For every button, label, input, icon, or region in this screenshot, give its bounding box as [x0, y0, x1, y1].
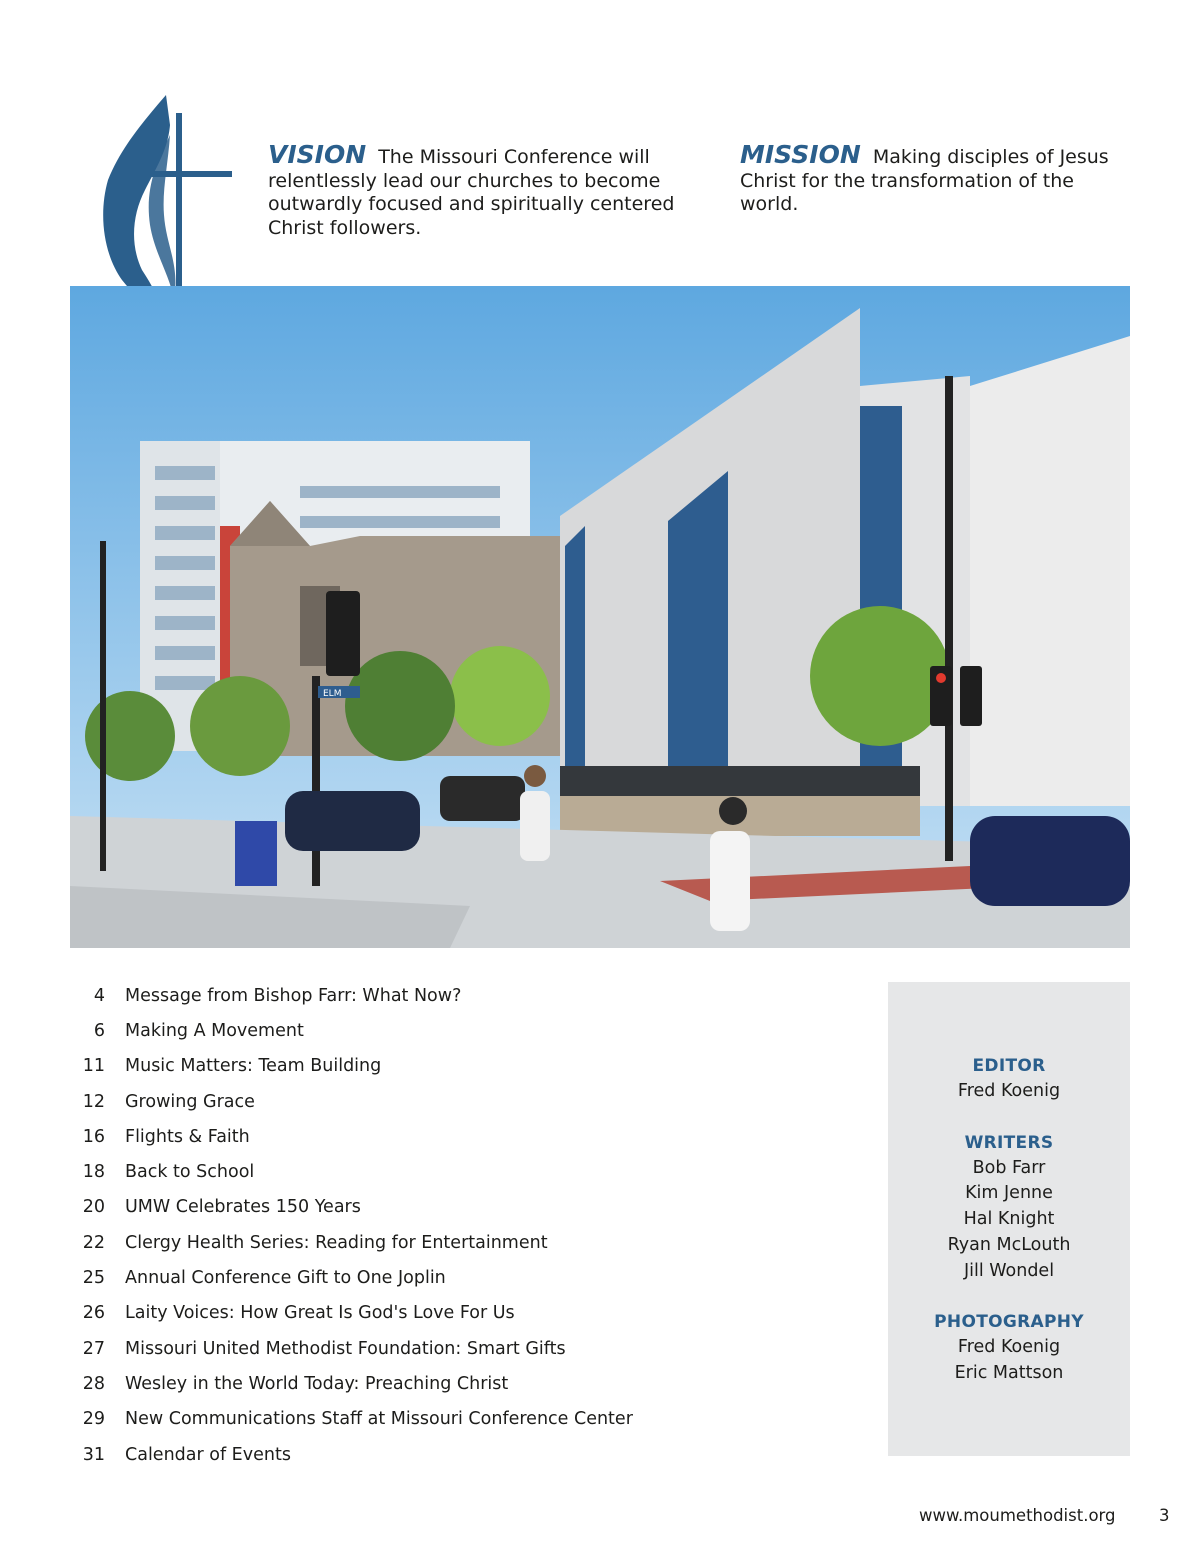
- credit-name: Eric Mattson: [954, 1362, 1064, 1383]
- toc-entry: [70, 1013, 770, 1048]
- toc-entry: [70, 1331, 770, 1366]
- toc-entry: [70, 1437, 770, 1472]
- toc-page-number: 25: [82, 1268, 105, 1289]
- conference-center-photo: [70, 286, 1130, 948]
- toc-entry: [70, 1260, 770, 1295]
- vision-text: The Missouri Conference will relentlessly lead our churches to become outwardly focused and spiritually centered Christ followers.: [268, 146, 675, 239]
- toc-entry: [70, 1154, 770, 1189]
- toc-title: Making A Movement: [125, 1020, 304, 1041]
- toc-page-number: 4: [93, 985, 105, 1006]
- credit-name: Ryan McLouth: [947, 1234, 1071, 1255]
- credit-group: [888, 1310, 1130, 1386]
- staff-credits-panel: [888, 982, 1130, 1456]
- toc-page-number: 29: [82, 1409, 105, 1430]
- toc-entry: [70, 1366, 770, 1401]
- credit-name: Jill Wondel: [963, 1260, 1055, 1281]
- footer-website: www.moumethodist.org: [919, 1506, 1116, 1525]
- toc-page-number: 6: [93, 1020, 105, 1041]
- toc-page-number: 20: [82, 1197, 105, 1218]
- toc-title: Laity Voices: How Great Is God's Love For Us: [125, 1303, 515, 1324]
- toc-title: Calendar of Events: [125, 1444, 291, 1465]
- toc-entry: [70, 1225, 770, 1260]
- toc-page-number: 12: [82, 1091, 105, 1112]
- page-number: 3: [1159, 1506, 1170, 1525]
- credit-name: Kim Jenne: [965, 1183, 1053, 1204]
- credit-group: [888, 1054, 1130, 1105]
- toc-entry: [70, 978, 770, 1013]
- vision-keyword: VISION: [268, 140, 367, 169]
- toc-page-number: 31: [82, 1444, 105, 1465]
- vision-statement: [268, 140, 708, 240]
- credit-name: Bob Farr: [972, 1157, 1046, 1178]
- credit-name: Fred Koenig: [957, 1081, 1061, 1101]
- credit-name: Fred Koenig: [957, 1337, 1061, 1358]
- toc-title: UMW Celebrates 150 Years: [125, 1197, 361, 1218]
- mission-keyword: MISSION: [740, 140, 861, 169]
- credit-role: PHOTOGRAPHY: [934, 1312, 1084, 1333]
- toc-entry: [70, 1402, 770, 1437]
- toc-page-number: 27: [82, 1338, 105, 1359]
- toc-title: Flights & Faith: [125, 1126, 250, 1147]
- toc-title: Back to School: [125, 1162, 255, 1183]
- toc-page-number: 22: [82, 1232, 105, 1253]
- toc-title: Missouri United Methodist Foundation: Smart Gifts: [125, 1338, 566, 1359]
- toc-page-number: 26: [82, 1303, 105, 1324]
- credit-role: EDITOR: [972, 1056, 1046, 1076]
- toc-page-number: 11: [82, 1056, 105, 1077]
- table-of-contents: [70, 978, 770, 1472]
- mission-text: Making disciples of Jesus Christ for the transformation of the world.: [740, 146, 1109, 215]
- toc-page-number: 28: [82, 1373, 105, 1394]
- toc-entry: [70, 1119, 770, 1154]
- mission-statement: [740, 140, 1120, 217]
- toc-title: Annual Conference Gift to One Joplin: [125, 1268, 446, 1289]
- toc-title: Clergy Health Series: Reading for Entertainment: [125, 1232, 548, 1253]
- toc-title: Growing Grace: [125, 1091, 255, 1112]
- toc-page-number: 16: [82, 1126, 105, 1147]
- toc-title: Message from Bishop Farr: What Now?: [125, 985, 462, 1006]
- credit-role: WRITERS: [964, 1132, 1054, 1153]
- toc-title: Music Matters: Team Building: [125, 1056, 382, 1077]
- street-sign-text: ELM: [323, 689, 342, 699]
- credit-name: Hal Knight: [963, 1209, 1055, 1230]
- toc-title: New Communications Staff at Missouri Conference Center: [125, 1409, 633, 1430]
- toc-entry: [70, 1049, 770, 1084]
- toc-title: Wesley in the World Today: Preaching Christ: [125, 1373, 509, 1394]
- toc-page-number: 18: [82, 1162, 105, 1183]
- toc-entry: [70, 1296, 770, 1331]
- toc-entry: [70, 1190, 770, 1225]
- credit-group: [888, 1131, 1130, 1285]
- toc-entry: [70, 1084, 770, 1119]
